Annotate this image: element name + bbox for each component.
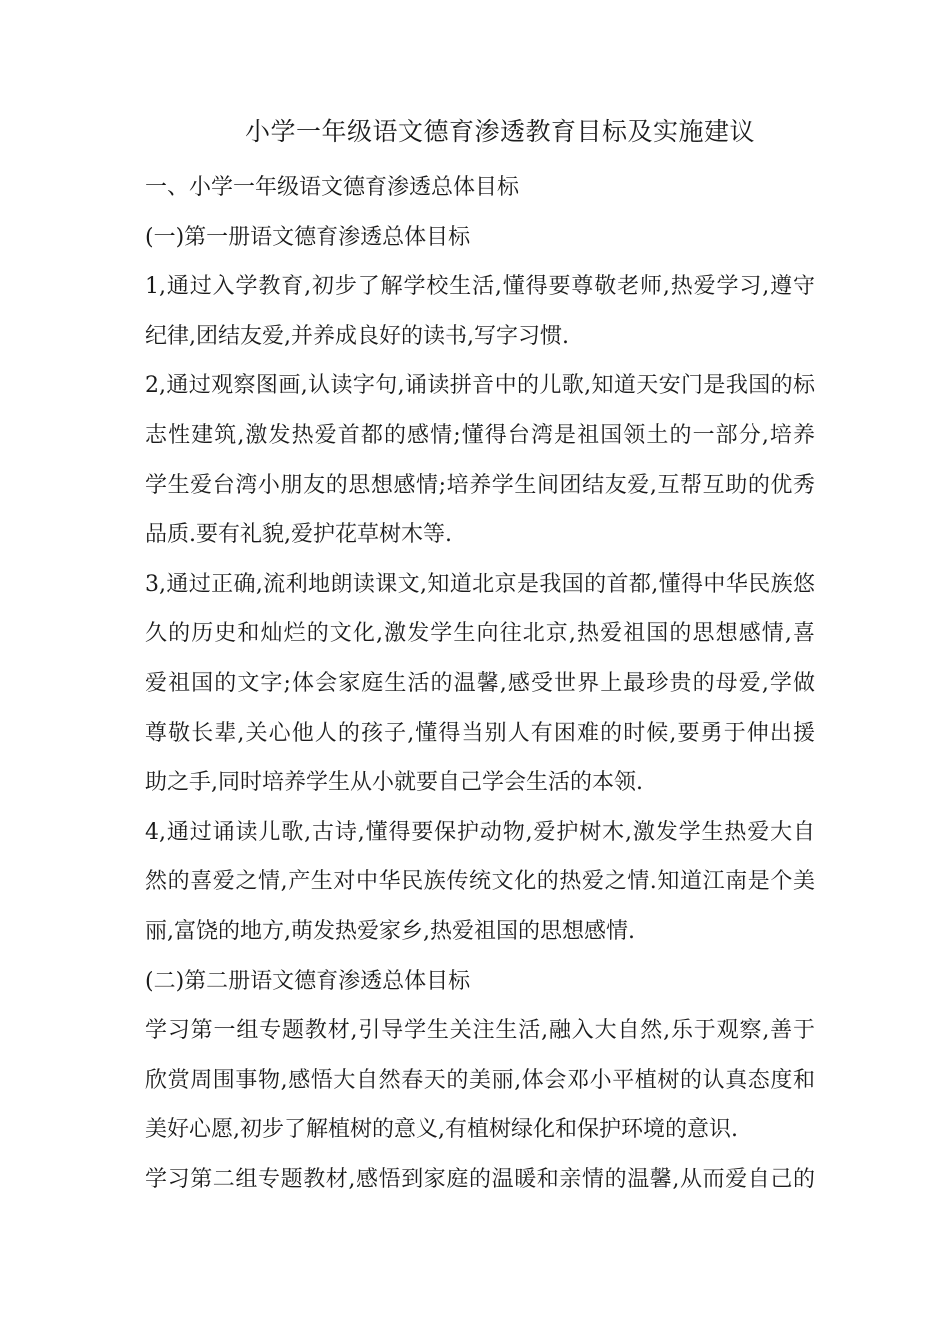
section-heading: 一、小学一年级语文德育渗透总体目标 [145,175,520,200]
paragraph-line: 美好心愿,初步了解植树的意义,有植树绿化和保护环境的意识. [145,1117,738,1143]
paragraph-line: 助之手,同时培养学生从小就要自己学会生活的本领. [145,770,643,796]
paragraph-line: 丽,富饶的地方,萌发热爱家乡,热爱祖国的思想感情. [145,918,635,944]
document-title: 小学一年级语文德育渗透教育目标及实施建议 [244,117,755,146]
paragraph-line: 品质.要有礼貌,爱护花草树木等. [145,522,452,548]
paragraph-line: 久的历史和灿烂的文化,激发学生向往北京,热爱祖国的思想感情,喜 [145,621,815,647]
paragraph-line: 3,通过正确,流利地朗读课文,知道北京是我国的首都,懂得中华民族悠 [145,571,815,597]
paragraph-line: 欣赏周围事物,感悟大自然春天的美丽,体会邓小平植树的认真态度和 [145,1067,815,1093]
paragraph-line: 纪律,团结友爱,并养成良好的读书,写字习惯. [145,323,569,349]
paragraph-line: 2,通过观察图画,认读字句,诵读拼音中的儿歌,知道天安门是我国的标 [145,373,815,399]
document-body [145,168,815,1209]
paragraph-line: 然的喜爱之情,产生对中华民族传统文化的热爱之情.知道江南是个美 [145,869,815,895]
paragraph-line: 志性建筑,激发热爱首都的感情;懂得台湾是祖国领土的一部分,培养 [145,422,815,448]
paragraph-line: 尊敬长辈,关心他人的孩子,懂得当别人有困难的时候,要勇于伸出援 [145,720,815,746]
paragraph-line: 4,通过诵读儿歌,古诗,懂得要保护动物,爱护树木,激发学生热爱大自 [145,819,815,845]
paragraph-line: 学生爱台湾小朋友的思想感情;培养学生间团结友爱,互帮互助的优秀 [145,472,815,498]
paragraph-line: 学习第二组专题教材,感悟到家庭的温暖和亲情的温馨,从而爱自己的 [145,1166,815,1192]
paragraph-line: 1,通过入学教育,初步了解学校生活,懂得要尊敬老师,热爱学习,遵守 [145,274,815,300]
subsection-heading: (一)第一册语文德育渗透总体目标 [145,224,471,250]
subsection-heading: (二)第二册语文德育渗透总体目标 [145,968,471,994]
paragraph-line: 爱祖国的文字;体会家庭生活的温馨,感受世界上最珍贵的母爱,学做 [145,670,815,696]
paragraph-line: 学习第一组专题教材,引导学生关注生活,融入大自然,乐于观察,善于 [145,1018,815,1044]
